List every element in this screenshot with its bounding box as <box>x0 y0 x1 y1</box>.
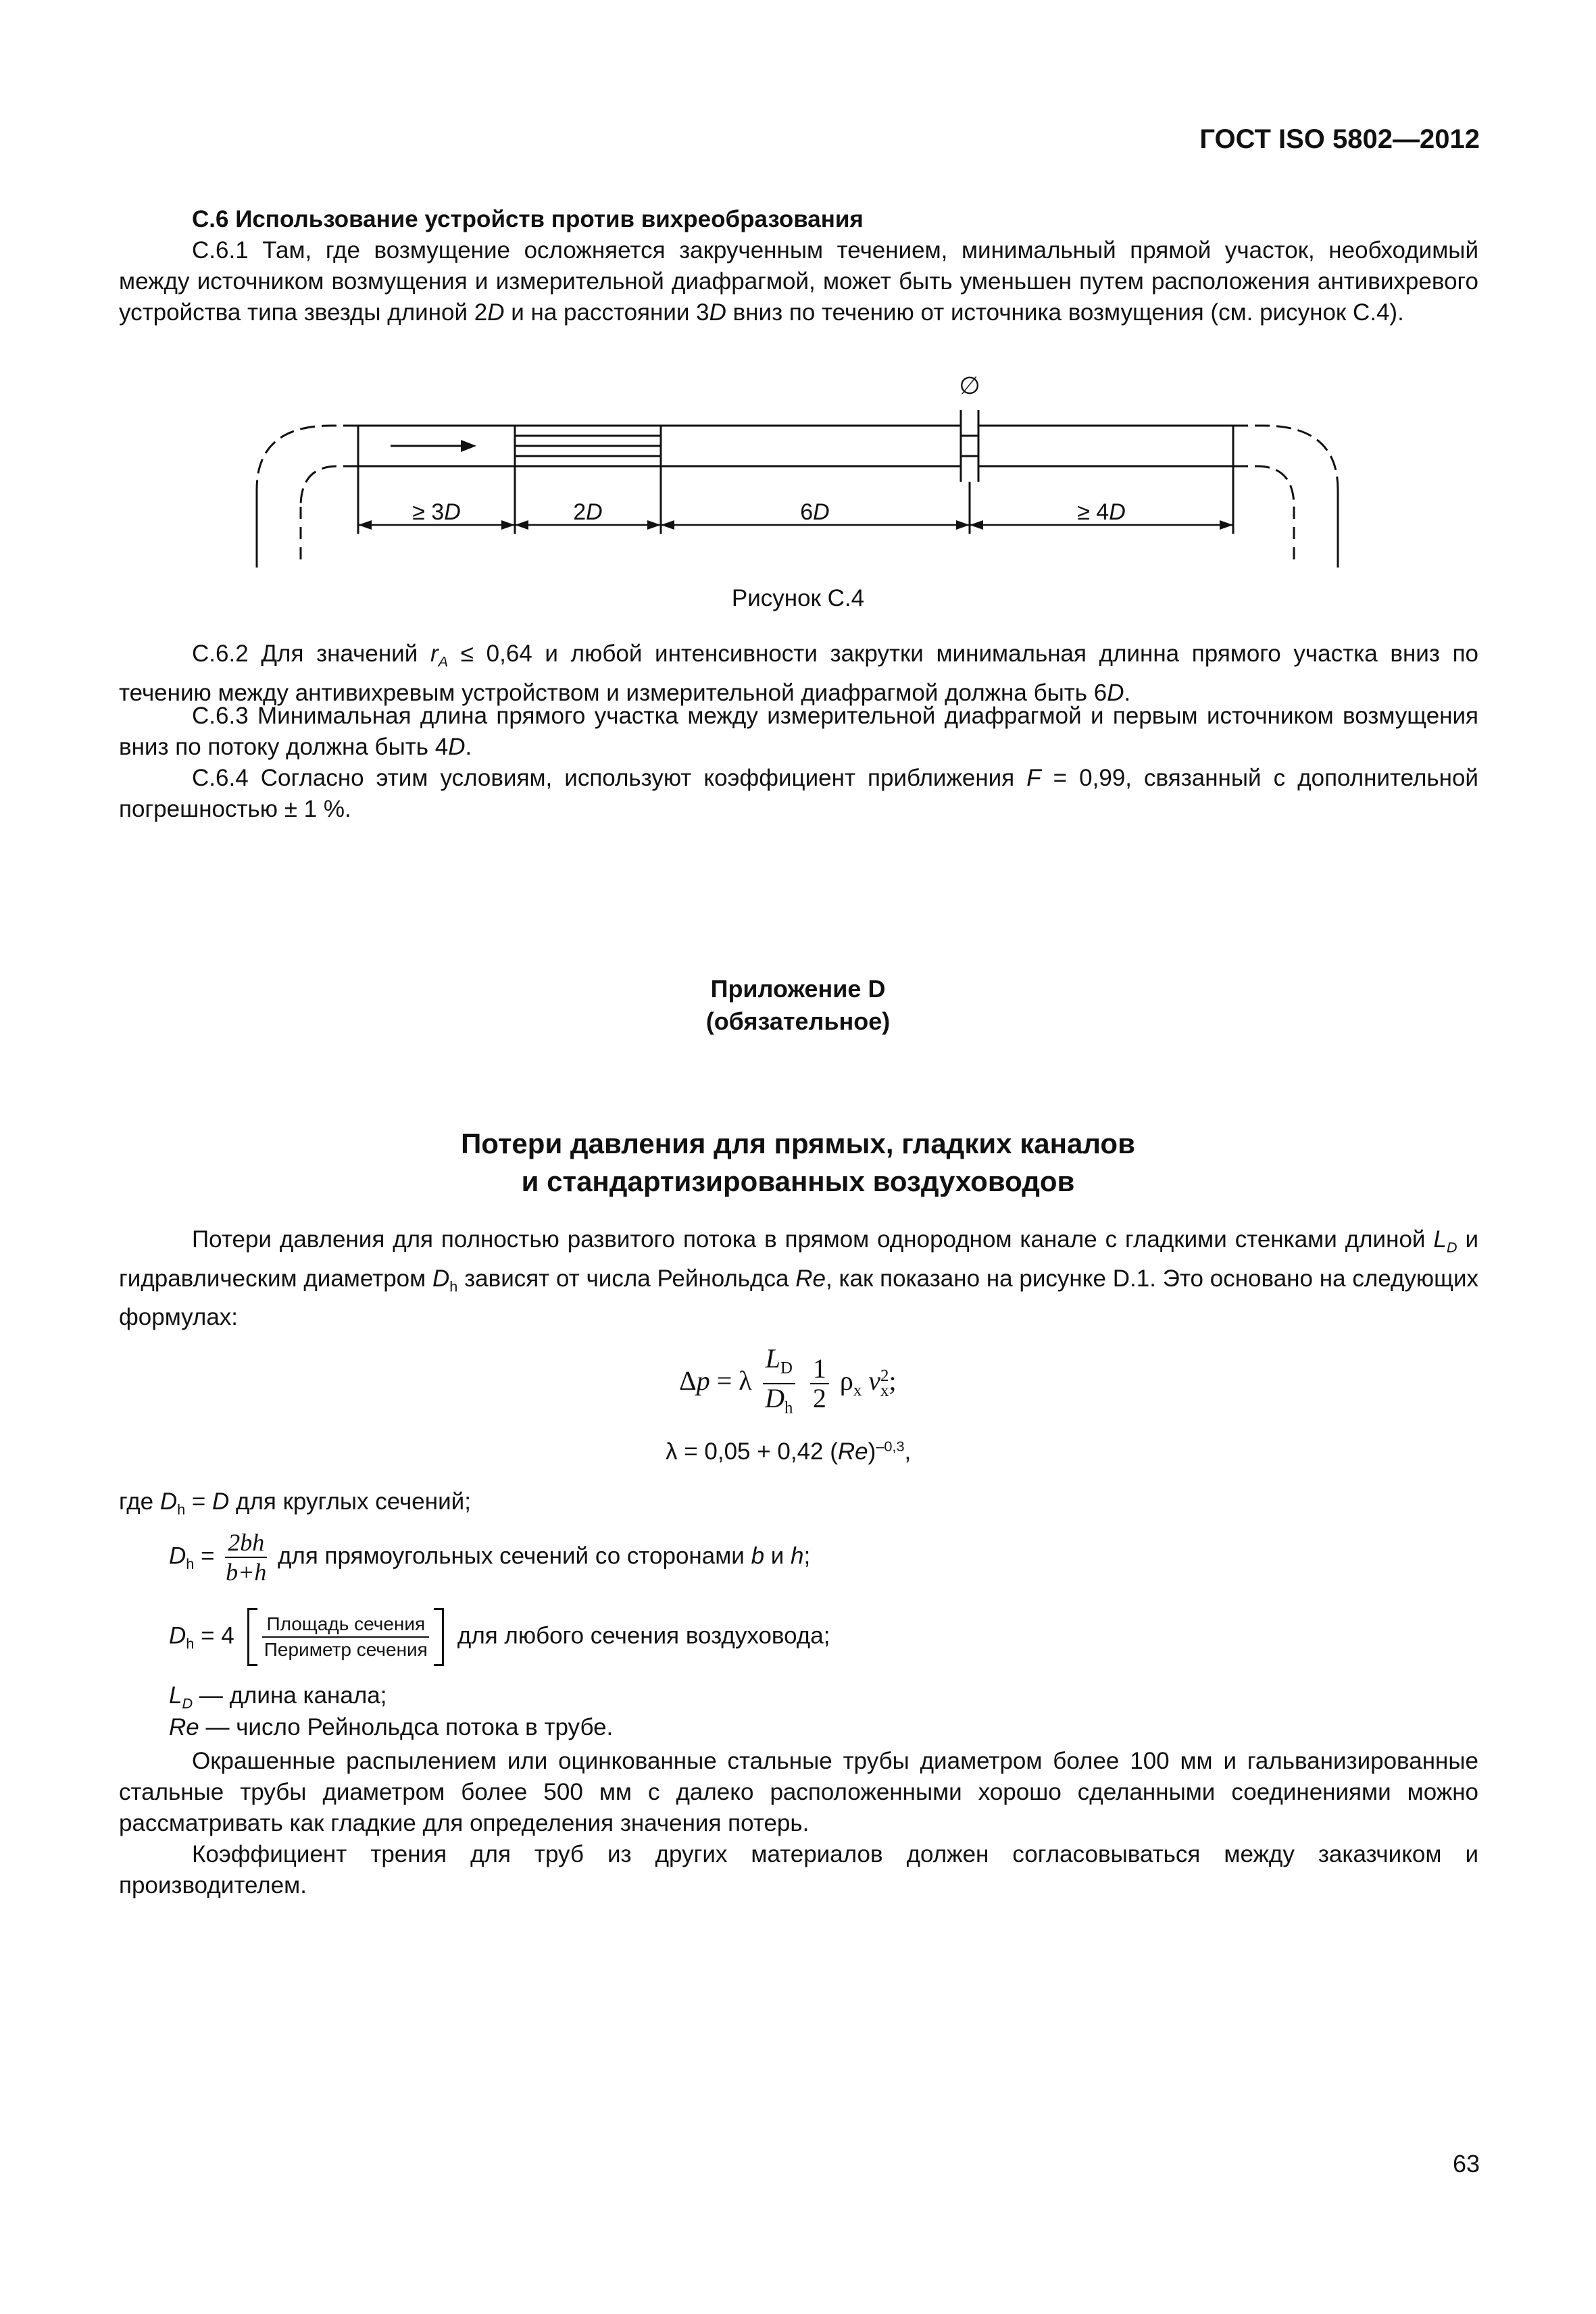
appendix-section-title: Потери давления для прямых, гладких каналов и стандартизированных воздуховодов <box>461 1128 1135 1197</box>
paragraph-c6-4: С.6.4 Согласно этим условиям, используют коэффициент приближения F = 0,99, связанный с дополнительной погрешностью ± 1 %. <box>119 765 1478 822</box>
paragraph-smooth-pipes: Окрашенные распылением или оцинкованные стальные трубы диаметром более 100 мм и гальванизированные стальные трубы диаметром более 500 мм с далеко расположенными хорошо сделанными соединениями можно рассматривать как гладкие для определения значения потерь. <box>119 1748 1478 1836</box>
paragraph-c6-1: С.6.1 Там, где возмущение осложняется закрученным течением, минимальный прямой участок, необходимый между источником возмущения и измерительной диафрагмой, может быть уменьшен путем расположения антивихревого устройства типа звезды длиной 2D и на расстоянии 3D вниз по течению от источника возмущения (см. рисунок С.4). <box>119 237 1478 326</box>
appendix-intro-paragraph: Потери давления для полностью развитого потока в прямом однородном канале с гладкими стенками длиной $L_D$ и гидравлическим диаметром $D_h$ зависят от числа Рейнольдса Re, как показано на рисунке D.1. Это основано на следующих формулах: <box>119 1226 1479 1331</box>
left-bend-inner <box>301 466 358 507</box>
definition-rectangular: $D_h$ = $\frac{2bh}{b+h}$ для прямоугольных сечений со сторонами b и h; <box>169 1529 811 1586</box>
definition-any-section: $D_h = 4$ $\frac{\text{Площадь сечения}}{\text{Периметр сечения}}$ для любого сечения воздуховода; <box>169 1608 830 1666</box>
paragraph-other-materials: Коэффициент трения для труб из других материалов должен согласовываться между заказчиком и производителем. <box>119 1841 1478 1898</box>
definition-circular: где $D_h = D$ для круглых сечений; <box>119 1488 471 1518</box>
paragraph-c6-2: С.6.2 Для значений $r_A \le 0,64$ и любой интенсивности закрутки минимальная длинна прямого участка вниз по течению между антивихревым устройством и измерительной диафрагмой должна быть 6D. <box>119 640 1478 706</box>
document-standard-number: ГОСТ ISO 5802—2012 <box>1199 124 1480 154</box>
definition-length: $L_D$ — длина канала; <box>169 1682 387 1712</box>
section-heading-c6: С.6 Использование устройств против вихреобразования <box>192 206 864 232</box>
right-bend-outer <box>1233 426 1338 490</box>
formula-friction-coefficient: λ = 0,05 + 0,42 $(Re)^{-0,3}$, <box>666 1438 912 1465</box>
figure-caption: Рисунок С.4 <box>731 585 865 611</box>
page-number: 63 <box>1452 2150 1480 2178</box>
dim-label-3d: ≥ 3D <box>412 499 461 525</box>
orifice-symbol: ∅ <box>959 372 980 400</box>
dim-label-4d: ≥ 4D <box>1077 499 1126 525</box>
dim-label-2d: 2D <box>573 499 603 525</box>
right-bend-inner <box>1233 466 1294 507</box>
figure-c4-pipe-diagram <box>230 368 1365 571</box>
definition-reynolds: Re — число Рейнольдса потока в трубе. <box>169 1714 614 1740</box>
appendix-title: Приложение D (обязательное) <box>705 975 891 1035</box>
paragraph-c6-3: С.6.3 Минимальная длина прямого участка между измерительной диафрагмой и первым источником возмущения вниз по потоку должна быть 4D. <box>119 703 1478 760</box>
dim-label-6d: 6D <box>800 499 830 525</box>
formula-pressure-loss: Δp = λ $\frac{L_D}{D_h}$ $\frac{1}{2}$ $\rho_x$ v 2 x ; <box>679 1343 897 1417</box>
flow-direction-arrow <box>391 440 476 452</box>
